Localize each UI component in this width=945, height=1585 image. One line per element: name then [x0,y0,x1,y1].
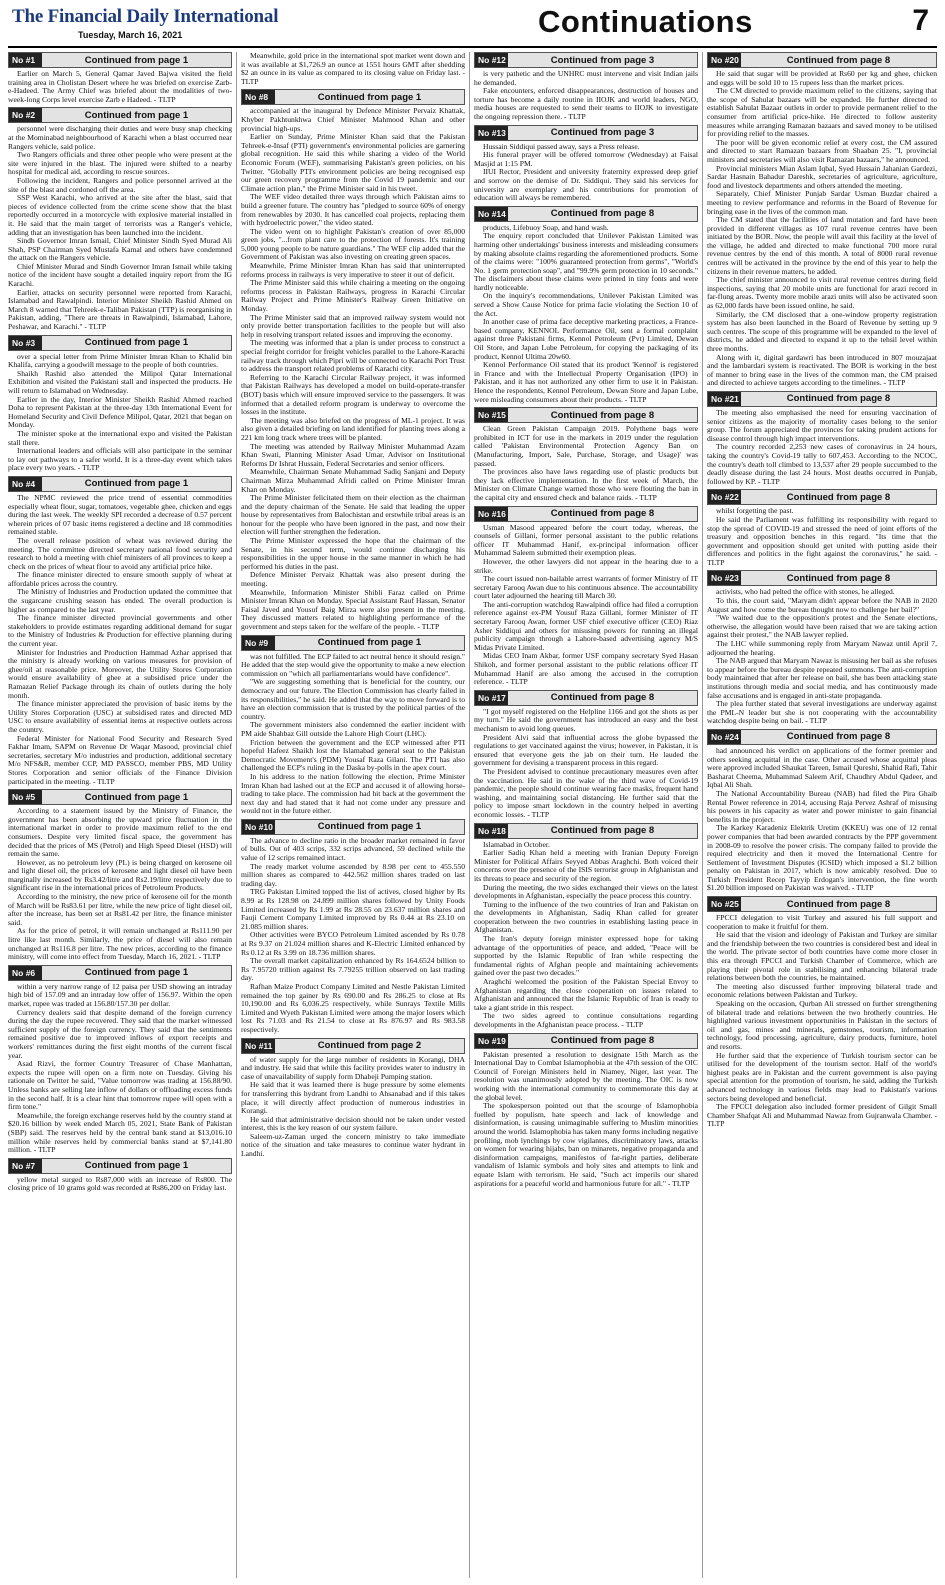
article-paragraph: The Prime Minister felicitated them on their election as the chairman and the deputy chairman of the Senate. He said that leading the upper house by representatives from Balochistan and erstwhile tribal areas is an honour for the people who have been ignored in the past, and now their election will further strengthen the federation. [241,493,465,537]
article-paragraph: Other activities were BYCO Petroleum Limited ascended by Rs 0.78 at Rs 9.37 on 21.024 million shares and K-Electric Limited enhanced by Rs 0.12 at Rs 3.99 on 18.736 million shares. [241,930,465,957]
continuation-header [8,965,232,981]
article-paragraph: The minister spoke at the international expo and visited the Pakistan stall there. [8,428,232,447]
article-paragraph: Currency dealers said that despite demand of the foreign currency during the day the rupee recovered. They said that the market witnessed sufficient supply of the foreign currency. They said that the sentiments remained positive due to improved inflows of export receipts and workers' remittances during the first eight months of the current fiscal year. [8,1007,232,1060]
continuation-number: No #21 [708,392,741,406]
article-paragraph: Meanwhile, Prime Minister Imran Khan has said that uninterrupted reforms process in railways is very imperative to steer it out of deficit. [241,261,465,279]
article-paragraph: Islamabad in October. [483,839,550,849]
continuation-source: Continued from page 1 [317,637,422,649]
continuation-header [707,489,937,505]
continuation-source: Continued from page 8 [786,393,891,405]
continuation-source: Continued from page 8 [550,1035,655,1047]
article-paragraph: The Iran's deputy foreign minister expressed hope for taking advantage of the opportunities of peace, and added, "Peace will be supported by the Islamic Republic of Iran while respecting the fundamental rights of Afghan people and maintaining achievements gained over the past two decades." [474,934,698,978]
continuation-item [474,206,698,404]
article-paragraph: Meanwhile, Chairman Senate Muhammad Sadiq Sanjani and Deputy Chairman Mirza Muhammad Afridi called on Prime Minister Imran Khan on Monday. [241,467,465,494]
article-paragraph: Along with it, digital gardawri has been introduced in 807 mouzajaat and the lambardari system is reactivated. The BOR is working in the best of manner to bring ease in the lives of the common man, the CM praised and directed to achieve targets according to the timelines. - TLTP [707,352,937,388]
article-paragraph: He said that the vision and ideology of Pakistan and Turkey are similar and the friendship between the two countries is considered best and ideal in the world. The private sector of both countries have come more closer in this era through FPCCI and Turkish Chamber of Commerce, which are playing their pivotal role in stabilising and enhancing bilateral trade relations between both the countries, he maintained. [707,930,937,983]
issue-date: Tuesday, March 16, 2021 [78,30,183,40]
continuation-item [474,407,698,502]
article-paragraph: "We are suggesting something that is beneficial for the country, our democracy and our future. The Election Commission has clearly failed in its responsibilities," he said. He added that the way to move forward is to have an election commission that is trusted by the political parties of the country. [241,677,465,721]
page-number: 7 [912,4,929,37]
article-paragraph: In another case of prima face deceptive marketing practices, a France-based company, KENNOL Performance Oil, sent a formal complaint against three Pakistani firms, Kennol Petroleum (Pvt) Limited, Dewan Oil Store, and Japan Lube Petroleum, for copying the packaging of its product, Kennol Ultima 20w60. [474,317,698,361]
article-paragraph: accompanied at the inaugural by Defence Minister Pervaiz Khattak, Khyber Pakhtunkhwa Chief Minister Mahmood Khan and other provincial high-ups. [241,106,465,133]
article-paragraph: Chief Minister Murad and Sindh Governor Imran Ismail while taking notice of the incident have sought a detailed inquiry report from the IG Karachi. [8,261,232,289]
continuation-item [474,690,698,820]
continuation-header [474,407,698,423]
continuation-header [474,823,698,839]
continuation-item [8,107,232,331]
column-divider [702,52,703,1578]
continuation-item [241,635,465,816]
continuation-header [241,819,465,835]
article-paragraph: SSP West Karachi, who arrived at the site after the blast, said that pieces of evidence collected from the crime scene show that the blast reportedly occurred in a motorcycle with explosive material installed in it. He said that the main target of terrorists was a Ranger's vehicle, adding that an investigation has been launched into the incident. [8,193,232,237]
article-paragraph: of water supply for the large number of residents in Korangi, DHA and industry. He said that while this facility provides water to industry in case of unavailability of supply form Dhabeji Pumping station. [241,1054,465,1081]
article-paragraph: Minister for Industries and Production Hammad Azhar apprised that the ministry is already working on various measures for provision of ghee/oil at reasonable price. Moreover, the Utility Stores Corporation would ensure availability of ghee at a subsidised price under the Ramazan Relief Package through its chain of outlets during the holy month. [8,647,232,700]
continuation-source: Continued from page 3 [550,127,655,139]
article-paragraph: The chief minister announced to visit rural revenue centres during field inspections, saying that 20 mobile units are functional for arazi record in far-flung areas. Twenty more mobile arazi units will also be activated soon as 62,000 fards have been issued online, he said. [707,275,937,311]
continuation-item [241,89,465,631]
continuation-source: Continued from page 1 [84,967,189,979]
continuation-item [241,52,465,86]
continuation-source: Continued from page 8 [786,572,891,584]
article-paragraph: whilst forgetting the past. [716,506,794,516]
article-paragraph: Defence Minister Pervaiz Khattak was also present during the meeting. [241,570,465,589]
article-paragraph: The meeting also emphasised the need for ensuring vaccination of senior citizens as the majority of mortality cases belong to the senior group. The forum appreciated the provinces for taking prudent actions for disease control through high impact interventions. [707,407,937,443]
article-paragraph: The ready market volume ascended by 8.98 per cent to 455.550 million shares as compared to 442.562 million shares traded on last trading day. [241,861,465,888]
continuation-number: No #4 [9,477,42,491]
article-paragraph: The Prime Minister expressed the hope that the chairman of the Senate, in his second term, would continue discharging his responsibilities in the upper house in the same manner in which he had performed his duties in the past. [241,536,465,571]
continuation-number: No #5 [9,790,42,804]
continuation-source: Continued from page 8 [550,692,655,704]
continuation-item [474,823,698,1030]
continuation-header [241,89,465,105]
article-paragraph: In his address to the nation following the election, Prime Minister Imran Khan had lashed out at the ECP and accused it of allowing horse-trading to take place. The commission had hit back at the government the next day and had stated that it had not come under any pressure and would not in the future either. [241,771,465,816]
article-paragraph: The NAB argued that Maryam Nawaz is misusing her bail as she refuses to appear before the bureau despite repeated summons. The anti-corruption body maintained that after her release on bail, she has been attacking state institutions through media and social media, and has continuously made false accusations and is engaged in anti-state propaganda. [707,656,937,700]
article-paragraph: The CM directed to provide maximum relief to the citizens, saying that the scope of Sahulat bazaars will be expanded. He further directed to establish Sahulat Bazaar outlets in order to provide permanent relief to the consumer from artificial price-hike. He directed to follow austerity measures while arranging Ramazan bazaars and saved money to be utilised for providing relief to the masses. [707,86,937,139]
article-paragraph: The Prime Minister said that an improved railway system would not only provide better transportation facilities to the people but will also help in resolving transport related issues and improving the economy. [241,312,465,339]
continuation-source: Continued from page 3 [550,54,655,66]
article-paragraph: Referring to the Karachi Circular Railway project, it was informed that Pakistan Railways has developed a model on build-operate-transfer (BOT) basis which will ensure improved service to the passengers. It was informed that a detailed reform program is underway to overcome the losses in the institute. [241,372,465,417]
article-paragraph: The overall release position of wheat was reviewed during the meeting. The committee directed secretary national food security and research to hold a meeting with chief ministers of all provinces to keep a check on the prices of wheat flour to avoid any artificial price hike. [8,535,232,571]
continuation-item [474,125,698,203]
article-paragraph: Earlier on March 5, General Qamar Javed Bajwa visited the field training area in Cholistan Desert where he was briefed on exercise Zarb-e-Hadeed. The Army Chief was briefed about the modalities of two-week-long Corps level exercise Zarb e Hadeed. - TLTP [8,69,232,104]
article-paragraph: The anti-corruption watchdog Rawalpindi office had filed a corruption reference against ex-PM Yousuf Raza Gillani, former Minister of IT secretary Farooq Awan, former USF chief executive officer (CEO) Riaz Asher Siddiqui and others for misusing powers for running an illegal publicity campaign through a Lahore-based advertising agency M/S Midas Private Limited. [474,599,698,652]
continuation-number: No #11 [242,1039,275,1053]
article-paragraph: Midas CEO Inam Akbar, former USF company secretary Syed Hasan Shikoh, and former personal assistant to the public relations officer IT Muhammad Hanif are also among the accused in the corruption reference. - TLTP [474,651,698,687]
section-title: Continuations [538,4,753,39]
continuation-number: No #9 [242,636,275,650]
column-4 [707,52,937,1578]
column-3 [474,52,698,1578]
continuation-number: No #12 [475,53,508,67]
continuation-source: Continued from page 1 [84,791,189,803]
continuation-item [707,729,937,893]
column-1 [8,52,232,1578]
article-paragraph: The overall market capitalization enhanced by Rs 164.6524 billion to Rs 7.95720 trillion against Rs 7.79255 trillion observed on last trading day. [241,956,465,983]
continuation-number: No #14 [475,207,508,221]
article-paragraph: had announced his verdict on applications of the former premier and others seeking acquittal in the case. Other accused whose acquittal pleas were approved included Shaukat Tareen, Ismail Qureshi, Shahid Rafi, Tahir Basharat Cheema, Muhammad Saleem Arif, Chaudhry Abdul Qadeer, and Iqbal Ali Shah. [707,745,937,790]
article-paragraph: Usman Masood appeared before the court today, whereas, the counsels of Gillani, former personal assistant to the public relations officer IT Muhammad Hanif, ex-principal information officer Muhammad Saleem submitted their exemption pleas. [474,522,698,558]
continuation-source: Continued from page 8 [786,731,891,743]
continuation-item [474,52,698,122]
article-paragraph: The FPCCI delegation also included former president of Gilgit Small Chamber Shafqat Ali and Muhammad Nawaz from Gujranwala Chamber. - TLTP [707,1102,937,1129]
continuation-number: No #19 [475,1034,508,1048]
article-paragraph: Rafhan Maize Product Company Limited and Nestle Pakistan Limited remained the top gainer by Rs 690.00 and Rs 286.25 to close at Rs 10,190.00 and Rs 6,036.25 respectively, while Sunrays Textile Mills Limited and Wyeth Pakistan Limited were among the major losers which lost Rs 71.03 and Rs 21.54 to close at Rs 876.97 and Rs 983.58 respectively. [241,981,465,1034]
article-paragraph: Speaking on the occasion, Qurban Ali stressed on further strengthening of bilateral trade and relations between the two brotherly countries. He highlighted various investment opportunities in Pakistan in the sectors of oil and gas, mines and minerals, gemstones, tourism, information technology, food processing, agriculture, dairy products, furniture, hotel and resorts. [707,999,937,1051]
column-2 [241,52,465,1578]
continuation-number: No #7 [9,1159,42,1173]
continuation-item [474,1033,698,1189]
continuation-item [707,570,937,726]
article-paragraph: According to the ministry, the new price of kerosene oil for the month of March will be Rs83.61 per litre, while the new price of light diesel oil, after the increase, has been set at Rs81.42 per litre, the finance minister said. [8,892,232,927]
article-paragraph: The CM stated that the facilities of land mutation and fard have been provided in different villages as 107 rural revenue centres have been initiated by the BOR. Now, the people will avail this facility at the level of the village, he added and directed to make functional 700 more rural revenue centres by the end of this month. A total of 8000 rural revenue centres will be activated in the province by the end of this year to help the citizens in their revenue matters, he added. [707,215,937,276]
continuation-source: Continued from page 2 [317,1040,422,1052]
continuation-header [474,52,698,68]
continuation-item [241,819,465,1035]
article-paragraph: The advance to decline ratio in the broader market remained in favor of bulls. Out of 403 scrips, 332 scrips advanced, 59 declined while the value of 12 scrips remained intact. [241,835,465,863]
continuation-source: Continued from page 1 [84,337,189,349]
continuation-header [707,391,937,407]
article-paragraph: The poor will be given economic relief at every cost, the CM assured and directed to start Ramazan bazaars from Shaaban 25. "I, provincial ministers and secretaries will also visit Ramazan bazaars," he announced. [707,137,937,164]
continuation-number: No #20 [708,53,741,67]
article-paragraph: According to a statement issued by the Ministry of Finance, the government has been absorbing the upward price fluctuation in the international market in order to provide maximum relief to the end consumers. Despite very limited fiscal space, the government has decided that the prices of MS (Petrol) and High Speed Diesel (HSD) will remain the same. [8,806,232,859]
continuation-header [707,52,937,68]
continuation-source: Continued from page 1 [84,54,189,66]
article-paragraph: However, the other lawyers did not appear in the hearing due to a strike. [474,556,698,575]
article-paragraph: As for the price of petrol, it will remain unchanged at Rs111.90 per litre like last month. Similarly, the price of diesel will also remain unchanged at Rs116.8 per litre. The new prices, according to the finance ministry, will come into effect from Tuesday, March 16, 2021. - TLTP [8,926,232,962]
article-paragraph: He further said that the experience of Turkish tourism sector can be utilised for the development of the tourism sector. Half of the world's highest peaks are in Pakistan and the current government is also paying special attention for the promotion of tourism, he said, adding the Turkish advanced technology in various fields may lead to Pakistan's various sectors being developed and beneficial. [707,1050,937,1103]
continuation-item [8,476,232,786]
article-paragraph: Provincial ministers Mian Aslam Iqbal, Syed Hussain Jahanian Gardezi, Sardar Hasnain Bahadur Dareshk, secretaries of agriculture, agriculture, food and livestock departments and others attended the meeting. [707,163,937,190]
article-paragraph: The two sides agreed to continue consultations regarding developments in the Afghanistan peace process. - TLTP [474,1011,698,1029]
article-paragraph: Friction between the government and the ECP witnessed after PTI hopeful Hafeez Shaikh lost the Islamabad general seat to the Pakistan Democratic Movement's (PDM) Yousaf Raza Gilani. The PTI has also challenged the ECP's ruling in the Daska by-polls in the apex court. [241,737,465,773]
article-paragraph: Earlier in the day, Interior Minister Sheikh Rashid Ahmed reached Doha to represent Pakistan at the three-day 13th International Event for Homeland Security and Civil Defence Milipol, Qatar, 2021 that began on Monday. [8,394,232,430]
article-paragraph: He said that administrative decision should not be taken under vested interest, this is the key reason of our system failure. [241,1114,465,1133]
continuation-number: No #2 [9,108,42,122]
continuation-header [474,206,698,222]
article-paragraph: The video went on to highlight Pakistan's creation of over 85,000 green jobs, "...from plant care to the protection of forests. It's training 5,000 young people to be nature guardians." The WEF clip added that the Government of Pakistan was also investing on creating green spaces. [241,226,465,262]
continuation-header [8,476,232,492]
continuation-header [707,896,937,912]
article-paragraph: TRG Pakistan Limited topped the list of actives, closed higher by Rs 8.99 at Rs 128.98 on 24.899 million shares followed by Unity Foods Limited increased by Rs 1.99 at Rs 28.55 on 23.637 million shares and Fauji Cement Company Limited improved by Rs 0.44 at Rs 23.10 on 21.085 million shares. [241,887,465,931]
continuation-number: No #18 [475,824,508,838]
continuation-header [8,789,232,805]
article-paragraph: Clean Green Pakistan Campaign 2019. Polythene bags were prohibited in ICT for use in the markets in 2019 under the regulation called 'Pakistan Environmental Protection Agency Ban on (Manufacturing, Import, Sale, Purchase, Storage, and Usage)' was passed. [474,424,698,468]
continuation-source: Continued from page 8 [550,825,655,837]
masthead [8,4,937,48]
article-paragraph: IIUI Rector, President and university fraternity expressed deep grief and sorrow on the demise of Dr. Siddiqui. They said his services for university are exemplary and his contributions for promotion of education will always be remembered. [474,167,698,203]
article-paragraph: The Karkey Karadeniz Elektrik Uretim (KKEU) was one of 12 rental power companies that had been awarded contracts by the PPP government in 2008-09 to resolve the power crisis. The company failed to provide the required electricity and then it moved the International Centre for Settlement of Investment Disputes (ICSID) which imposed a $1.2 billion penalty on Pakistan in 2017, which is now amicably resolved. Due to Turkish President Recep Tayyip Erdogan's intervention, the fine worth $1.20 billion imposed on Pakistan was waived. - TLTP [707,823,937,893]
continuation-source: Continued from page 1 [84,1160,189,1172]
continuation-source: Continued from page 1 [317,91,422,103]
article-paragraph: The country recorded 2,253 new cases of coronavirus in 24 hours, taking the country's Covid-19 tally to 607,453. According to the NCOC, the country's death toll climbed to 13,537 after 29 people succumbed to the deadly disease during the last 24 hours. Most deaths occurred in Punjab, followed by KP. - TLTP [707,442,937,486]
continuation-item [8,52,232,104]
article-paragraph: Araghchi welcomed the position of the Pakistan Special Envoy to Afghanistan regarding the close cooperation on issues related to Afghanistan and announced that the Islamic Republic of Iran is ready to take a giant stride in this respect. [474,977,698,1012]
article-paragraph: Similarly, the CM disclosed that a one-window property registration system has also been launched in the Board of Revenue by setting up 9 such centres. The scope of this programme will be expanded to the level of districts, he added and directed to expand it up to the tehsil level within three months. [707,309,937,353]
continuation-number: No #15 [475,408,508,422]
article-paragraph: The meeting was attended by Railway Minister Muhammad Azam Khan Swati, Planning Minister Asad Umar, Advisor on Institutional Reforms Dr Ishrat Hussain, Federal Secretaries and senior officers. [241,441,465,468]
continuation-number: No #13 [475,126,508,140]
continuation-item [241,1038,465,1159]
article-paragraph: personnel were discharging their duties and were busy snap checking at the Mominabad neighbourhood of Karachi when a blast occurred near Rangers vehicle, said police. [8,124,232,151]
article-paragraph: yellow metal surged to Rs87,000 with an increase of Rs800. The closing price of 10 grams gold was recorded at Rs86,200 on Friday last. [8,1174,232,1193]
article-paragraph: The finance minister directed provincial governments and other stakeholders to provide estimates regarding additional demand for sugar to the Ministry of Industries & Production for effective planning during the current year. [8,613,232,649]
article-paragraph: The enquiry report concluded that Unilever Pakistan Limited was harming other undertakings' business interests and misleading consumers by making absolute claims regarding the aforementioned products. Some of the claims were: "100% guaranteed protection from germs", "World's No. 1 germ protection soap", and "99.9% germ protection in 10 seconds." The disclaimers about these claims were printed in tiny fonts and were hardly noticeable. [474,231,698,292]
article-paragraph: "I got myself registered on the Helpline 1166 and got the shots as per my turn." He said the government has introduced an easy and the best mechanism to avoid long queues. [474,706,698,733]
continuation-source: Continued from page 1 [317,821,422,833]
continuation-header [241,1038,465,1054]
article-paragraph: Hussain Siddiqui passed away, says a Press release. [483,141,640,151]
continuation-number: No #10 [242,820,275,834]
article-paragraph: The LHC while summoning reply from Maryam Nawaz until April 7, adjourned the hearing. [707,639,937,657]
article-paragraph: On the inquiry's recommendations, Unilever Pakistan Limited was served a Show Cause Notice for prima facie violating the Section 10 of the Act. [474,291,698,318]
article-paragraph: products, Lifebuoy Soap, and hand wash. [483,222,609,232]
article-paragraph: International leaders and officials will also participate in the seminar to lay out pathways to a safer world. It is a three-day event which takes place every two years. - TLTP [8,446,232,473]
article-paragraph: over a special letter from Prime Minister Imran Khan to Khalid bin Khalifa, carrying a goodwill message to the people of both countries. [8,351,232,370]
article-paragraph: Earlier, attacks on security personnel were reported from Karachi, Islamabad and Rawalpindi. Interior Minister Sheikh Rashid Ahmed on March 8 warned that Tehreek-e-Taliban Pakistan (TTP) is reorganising in Pakistan, adding, "There are threats in Rawalpindi, Islamabad, Lahore, Peshawar, and Karachi." - TLTP [8,287,232,332]
article-paragraph: He said that it was learned there is huge pressure by some elements for transferring this hydrant from Landhi to Ahsanabad and if this takes place, it will directly affect production of numerous industries in Korangi. [241,1080,465,1116]
article-paragraph: He said the Parliament was fulfilling its responsibility with regard to stop the spread of COVID-19 and stressed the need of joint efforts of the treasury and opposition benches in this regard. "Its time that the government and opposition should get united with putting aside their differences and politics in the fight against the coronavirus," he said. - TLTP [707,514,937,567]
article-paragraph: Turning to the influence of the two countries of Iran and Pakistan on the developments in Afghanistan, Sadiq Khan called for greater cooperation between the two countries in establishing lasting peace in Afghanistan. [474,899,698,935]
article-paragraph: His funeral prayer will be offered tomorrow (Wednesday) at Faisal Masjid at 1:15 PM. [474,150,698,168]
article-paragraph: The finance minister appreciated the provision of basic items by the Utility Stores Corporation (USC) at subsidised rates and directed MD USC to ensure availability of essential items at respective outlets across the country. [8,699,232,734]
article-paragraph: The spokesperson pointed out that the scourge of Islamophobia fuelled by populism, hate speech and lack of knowledge and disinformation, is causing unimaginable suffering to Muslim minorities around the world. Islamophobia has taken many forms including negative profiling, mob lynchings by cow vigilantes, discriminatory laws, attacks on women for wearing hijabs, ban on minarets, negative propaganda and disinformation campaigns, manifestos of far-right parties, deliberate vandalism of Islamic symbols and holy sites and attempts to link and equate Islam with terrorism. He said, "Such act imperils our shared aspirations for a peaceful world and harmonious future for all." - TLTP [474,1101,698,1188]
article-paragraph: The Prime Minister said this while chairing a meeting on the ongoing reforms process in Pakistan Railways, progress in Karachi Circular Railway Project and Prime Minister's Railway Green Initiative on Monday. [241,278,465,314]
article-paragraph: The meeting was informed that a plan is under process to construct a special freight corridor for freight vehicles parallel to the Lahore-Karachi railway track through which Pipri will be connected to Karachi Port Trust to address the transport related problems of Karachi city. [241,338,465,374]
article-paragraph: "We waited due to the opposition's protest and the Senate elections, otherwise, the allegation would have been raised that we are taking action against their protest," the NAB lawyer replied. [707,613,937,640]
article-paragraph: activists, who had pelted the office with stones, he alleged. [716,587,895,597]
article-paragraph: The provinces also have laws regarding use of plastic products but they lack effective implementation. In the first week of March, the Minister on Climate Change warned those who were flouting the ban in the capital city and ensured check and balance raids. - TLTP [474,467,698,502]
article-paragraph: is very pathetic and the UNHRC must intervene and visit Indian jails he demanded. [474,69,698,87]
article-paragraph: The National Accountability Bureau (NAB) had filed the Pira Ghaib Rental Power reference in 2014, accusing Raja Pervez Ashraf of misusing his powers in his capacity as water and power minister to gain financial benefits in the project. [707,788,937,824]
continuation-number: No #24 [708,730,741,744]
continuation-source: Continued from page 8 [786,491,891,503]
continuation-number: No #22 [708,490,741,504]
continuation-number: No #25 [708,897,741,911]
continuation-source: Continued from page 8 [550,208,655,220]
continuation-header [474,690,698,706]
article-paragraph: The finance minister directed to ensure smooth supply of wheat at affordable prices across the country. [8,570,232,588]
article-paragraph: The President advised to continue precautionary measures even after the vaccination. He said in the wake of the third wave of Covid-19 pandemic, the people should continue wearing face masks, frequent hand washing, and maintaining social distancing. He further said that the policy to impose smart lockdown in the country helped in averting economic losses. - TLTP [474,766,698,819]
article-paragraph: Two Rangers officials and three other people who were present at the site were injured in the blast. The injured were shifted to a nearby hospital for medical aid, according to rescue sources. [8,150,232,177]
continuation-header [474,1033,698,1049]
article-paragraph: within a very narrow range of 12 paisa per USD showing an intraday high bid of 157.09 and an intraday low offer of 156.97. Within the open market, rupee was traded at 156.80/157.30 per dollar. [8,981,232,1008]
continuation-source: Continued from page 8 [550,508,655,520]
newspaper-name: The Financial Daily International [12,6,279,27]
article-paragraph: FPCCI delegation to visit Turkey and assured his full support and cooperation to make it fruitful for them. [707,913,937,931]
continuation-number: No #23 [708,571,741,585]
article-paragraph: The NPMC reviewed the price trend of essential commodities especially wheat flour, sugar, tomatoes, vegetable ghee, chicken and eggs during the last week. The weekly SPI recorded a decrease of 0.57 percent wherein prices of 07 basic items registered a decline and 18 commodities remained stable. [8,492,232,537]
article-paragraph: Shaikh Rashid also attended the Milipol Qatar International Exhibition and visited the Pakistani stall and inspected the products. He will return to Islamabad on Wednesday. [8,368,232,395]
article-paragraph: The government ministers also condemned the earlier incident with PM aide Shahbaz Gill outside the Lahore High Court (LHC). [241,720,465,738]
article-paragraph: Federal Minister for National Food Security and Research Syed Fakhar Imam, SAPM on Revenue Dr Waqar Masood, provincial chief secretaries, secretary M/o industries and production, additional secretary M/o NFS&R, member CCP, MD PASSCO, member PBS, MD Utility Stores Corporation and senior officials of the Finance Division participated in the meeting. - TLTP [8,733,232,786]
article-paragraph: Kennol Performance Oil stated that its product 'Kennol' is registered in France and with the Intellectual Property Organisation (IPO) in Pakistan, and it has not authorized any other firm to use it in Pakistan. Hence the respondents, Kennol Petroleum, Dewan Store and Japan Lube, were misleading consumers about their products. - TLTP [474,360,698,404]
article-paragraph: He said that sugar will be provided at Rs60 per kg and ghee, chicken and eggs will be sold 10 to 15 rupees less than the market prices. [707,69,937,87]
continuation-source: Continued from page 8 [786,54,891,66]
continuation-item [8,335,232,473]
article-paragraph: During the meeting, the two sides exchanged their views on the latest developments in Afghanistan, especially the peace process this country. [474,882,698,901]
article-paragraph: Earlier on Sunday, Prime Minister Khan said that the Pakistan Tehreek-e-Insaf (PTI) government's environmental policies are garnering global recognition. He said this while sharing a video of the World Economic Forum (WEF), summarising Pakistan's green policies, on his Twitter. "Globally PTI's environment policies are being recognised esp our green recovery programme from the Covid 19 pandemic and our Climate action plan," the Prime Minister said in his tweet. [241,132,465,193]
continuation-header [241,635,465,651]
continuation-number: No #6 [9,966,42,980]
continuation-header [8,52,232,68]
article-paragraph: was not fulfilled. The ECP failed to act neutral hence it should resign." He added that the step would give the opportunity to make a new election commission on "which all parliamentarians would have confidence". [241,651,465,678]
continuation-header [707,570,937,586]
article-paragraph: The WEF video detailed three ways through which Pakistan aims to build a greener future. The country has "pledged to source 60% of energy from renewables by 2030. It has cancelled coal projects, replacing them with hydroelectric power," the video stated. [241,192,465,228]
continuation-header [8,335,232,351]
article-paragraph: Pakistan presented a resolution to designate 15th March as the International Day to Combat Islamophobia at the 47th session of the OIC Council of Foreign Ministers held in Niamey, Niger, last year. The resolution was unanimously adopted by the meeting. The OIC is now working with the international community to commemorate this day at the global level. [474,1049,698,1102]
continuation-header [474,125,698,141]
continuation-source: Continued from page 8 [550,409,655,421]
article-paragraph: To this, the court said, "Maryam didn't appear before the NAB in 2020 August and how come the bureau thought now to challenge her bail?" [707,596,937,614]
article-paragraph: Meanwhile, the foreign exchange reserves held by the country stand at $20.16 billion by week ended March 05, 2021, State Bank of Pakistan (SBP) said. The reserves held by the central bank stand at $13,016.10 million while reserves held by commercial banks stand at $7,141.80 million. - TLTP [8,1110,232,1155]
article-paragraph: The meeting also discussed further improving bilateral trade and economic relations between Pakistan and Turkey. [707,981,937,1000]
continuation-item [707,896,937,1129]
article-columns [8,52,937,1578]
article-paragraph: Separately, Chief Minister Punjab Sardar Usman Buzdar chaired a meeting to review performance and reforms in the Board of Revenue for bringing ease in the lives of the common man. [707,189,937,216]
article-paragraph: Meanwhile, gold price in the international spot market went down and it was available at $1,726.9 an ounce at 1551 hours GMT after shedding $2 an ounce in its value as compared to its closing value on Friday last. - TLTP [241,52,465,86]
continuation-header [8,1158,232,1174]
continuation-number: No #17 [475,691,508,705]
article-paragraph: The meeting was also briefed on the progress of ML-1 project. It was also given a detailed briefing on land identified for planting trees along a 221 km long track where trees will be planted. [241,415,465,442]
continuation-number: No #8 [242,90,275,104]
continuation-header [707,729,937,745]
article-paragraph: Meanwhile, Information Minister Shibli Faraz called on Prime Minister Imran Khan on Monday. Special Assistant Rauf Hassan, Senator Faisal Javed and Yousuf Baig Mirza were also present in the meeting. They discussed matters related to highlighting performance of the government and steps taken for the welfare of the people. - TLTP [241,587,465,631]
article-paragraph: Fake encounters, enforced disappearances, destruction of houses and torture has become a daily routine in IIOJK and world leaders, NGO, media houses are requested to send their teams to IIOJK to investigate the ongoing repression there. - TLTP [474,86,698,121]
continuation-source: Continued from page 1 [84,109,189,121]
continuation-item [707,489,937,567]
continuation-number: No #16 [475,507,508,521]
article-paragraph: Saleem-uz-Zaman urged the concern ministry to take immediate notice of the situation and take measures to continue water hydrant in Landhi. [241,1131,465,1159]
continuation-number: No #1 [9,53,42,67]
continuation-item [8,965,232,1155]
continuation-source: Continued from page 1 [84,478,189,490]
article-paragraph: Following the incident, Rangers and police personnel arrived at the site of the blast and cordoned off the area. [8,175,232,194]
article-paragraph: President Alvi said that influential across the globe bypassed the regulations to get vaccinated against the virus; however, in Pakistan, it is ensured that everyone gets the jab on their turn. He lauded the government for devising a transparent process in this regard. [474,732,698,768]
continuation-header [8,107,232,123]
article-paragraph: Sindh Governor Imran Ismail, Chief Minister Sindh Syed Murad Ali Shah, PSP Chairman Syed Mustafa Kamal and others have condemned the attack on the Rangers vehicle. [8,236,232,263]
article-paragraph: The court issued non-bailable arrest warrants of former Ministry of IT secretary Farooq Awan due to his continuous absence. The accountability court later adjourned the hearing till March 30. [474,574,698,601]
article-paragraph: Asad Rizvi, the former Country Treasurer of Chase Manhattan, expects the rupee will open on a firm note on Tuesday. Giving his rationale on Twitter he said, "Value tomorrow was trading at 156.88/90. Unless banks are selling late inflow of dollars or offloading excess funds in the second half. It is a clear hint that tomorrow rupee will open with a firm tone." [8,1059,232,1112]
continuation-item [707,391,937,486]
continuation-item [8,789,232,962]
continuation-source: Continued from page 8 [786,898,891,910]
continuation-item [707,52,937,388]
continuation-item [8,1158,232,1193]
article-paragraph: However, as no petroleum levy (PL) is being charged on kerosene oil and light diesel oil, the prices of kerosene and light diesel oil have been marginally increased by Rs3.42/litre and Rs2.19/litre respectively due to significant rise in the international prices of Petroleum Products. [8,857,232,893]
article-paragraph: The plea further stated that several investigations are underway against the PML-N leader but she is not cooperating with the accountability watchdog despite being on bail. - TLTP [707,699,937,726]
article-paragraph: Earlier Sadiq Khan held a meeting with Iranian Deputy Foreign Minister for Political Affairs Seyyed Abbas Araghchi. Both voiced their concerns over the presence of the ISIS terrorist group in Afghanistan and its threats to peace and security of the region. [474,848,698,883]
column-divider [469,52,470,1578]
column-divider [236,52,237,1578]
continuation-header [474,506,698,522]
article-paragraph: The Ministry of Industries and Production updated the committee that the sugarcane crushing season has ended. The overall production is higher as compared to the last year. [8,587,232,614]
continuation-number: No #3 [9,336,42,350]
continuation-item [474,506,698,687]
